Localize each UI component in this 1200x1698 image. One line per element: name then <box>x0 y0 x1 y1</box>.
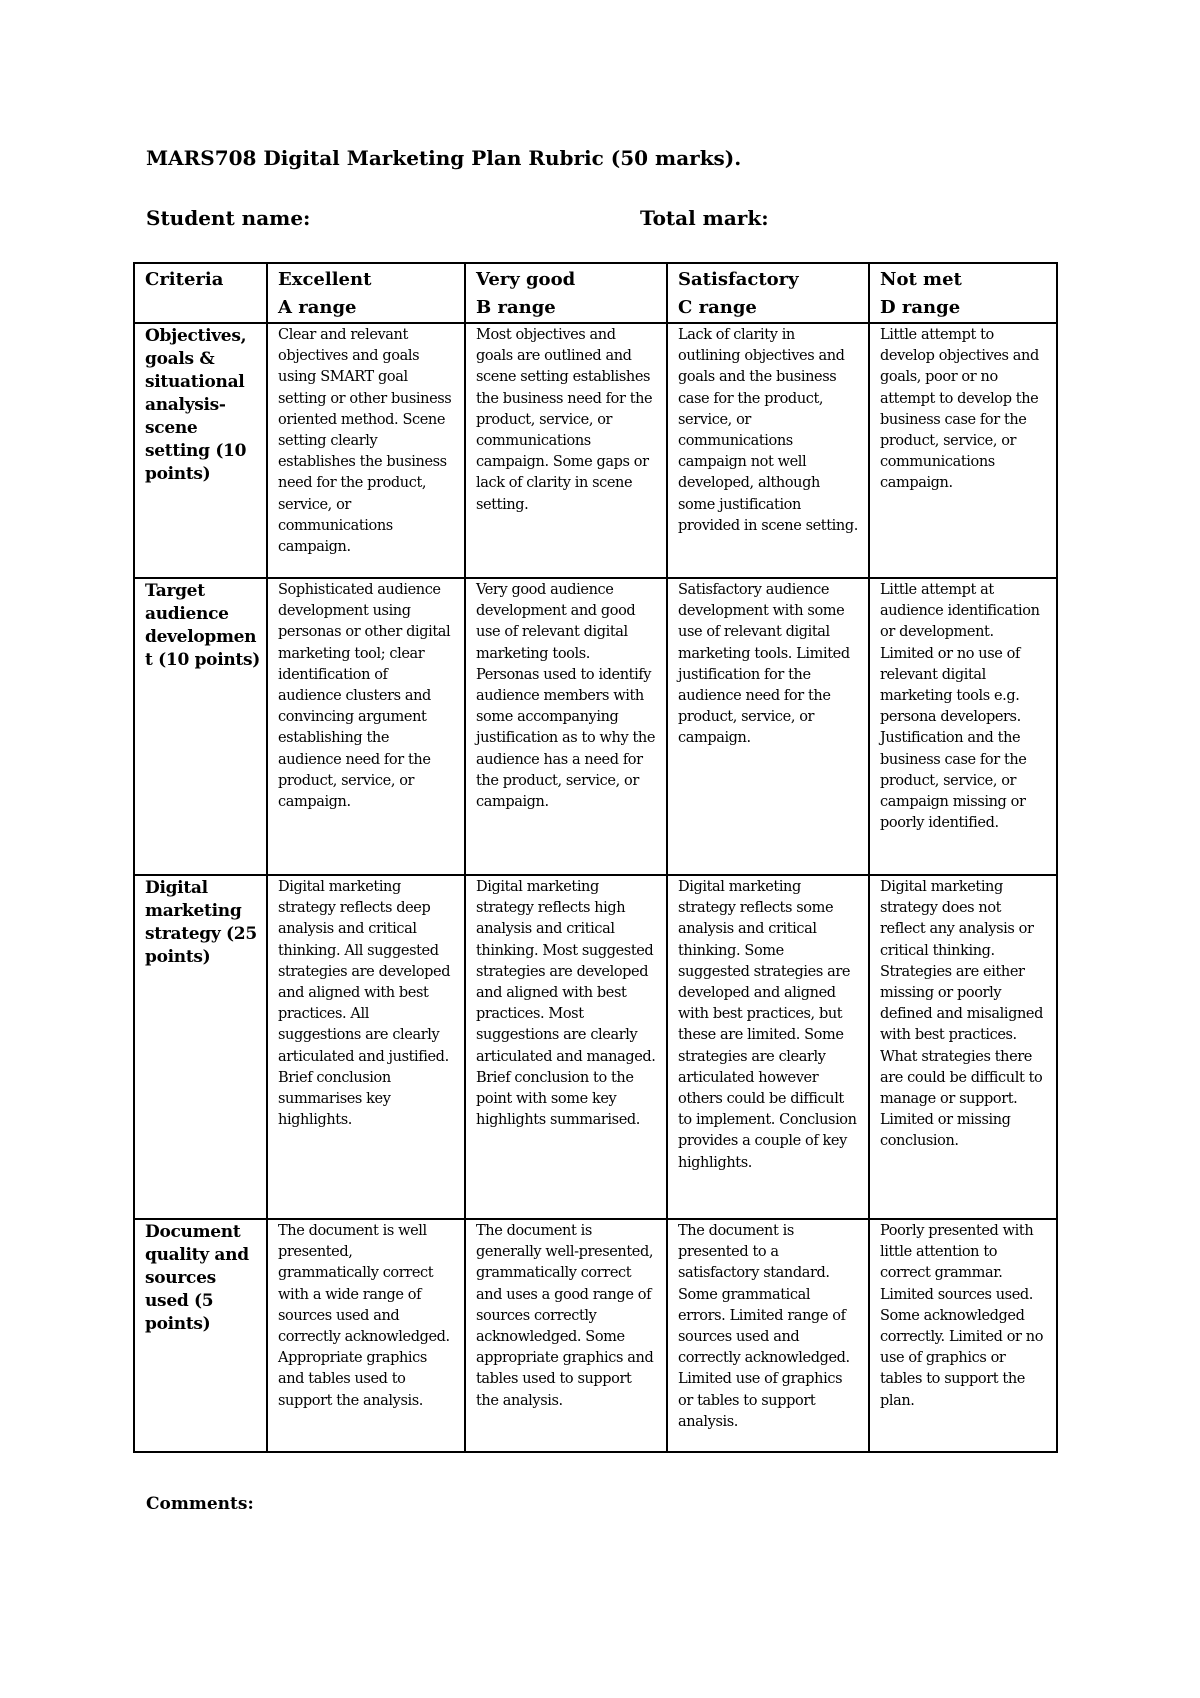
criteria-cell: Document quality and sources used (5 points) <box>134 1219 267 1452</box>
header-not-met: Not met D range <box>869 263 1057 323</box>
table-row <box>134 578 1057 875</box>
satisfactory-cell: The document is presented to a satisfactory standard. Some grammatical errors. Limited range of sources used and correctly acknowledged. Limited use of graphics or tables to support analysis. <box>667 1219 869 1452</box>
excellent-cell: Digital marketing strategy reflects deep analysis and critical thinking. All suggested strategies are developed and aligned with best practices. All suggestions are clearly articulated and justified. Brief conclusion summarises key highlights. <box>267 875 465 1219</box>
header-criteria: Criteria <box>134 263 267 323</box>
document-title: MARS708 Digital Marketing Plan Rubric (50 marks). <box>146 146 742 170</box>
very-good-cell: The document is generally well-presented, grammatically correct and uses a good range of sources correctly acknowledged. Some appropriate graphics and tables used to support the analysis. <box>465 1219 667 1452</box>
header-excellent: Excellent A range <box>267 263 465 323</box>
criteria-cell: Target audience developmen t (10 points) <box>134 578 267 875</box>
header-satisfactory: Satisfactory C range <box>667 263 869 323</box>
not-met-cell: Poorly presented with little attention to correct grammar. Limited sources used. Some acknowledged correctly. Limited or no use of graphics or tables to support the plan. <box>869 1219 1057 1452</box>
comments-label: Comments: <box>146 1494 254 1514</box>
criteria-cell: Objectives, goals & situational analysis- scene setting (10 points) <box>134 323 267 578</box>
header-very-good: Very good B range <box>465 263 667 323</box>
student-name-label: Student name: <box>146 206 311 230</box>
excellent-cell: Clear and relevant objectives and goals using SMART goal setting or other business oriented method. Scene setting clearly establishes the business need for the product, service, or communications campaign. <box>267 323 465 578</box>
not-met-cell: Digital marketing strategy does not reflect any analysis or critical thinking. Strategies are either missing or poorly defined and misaligned with best practices. What strategies there are could be difficult to manage or support. Limited or missing conclusion. <box>869 875 1057 1219</box>
excellent-cell: Sophisticated audience development using personas or other digital marketing tool; clear identification of audience clusters and convincing argument establishing the audience need for the product, service, or campaign. <box>267 578 465 875</box>
rubric-table <box>133 262 1058 1453</box>
very-good-cell: Most objectives and goals are outlined and scene setting establishes the business need for the product, service, or communications campaign. Some gaps or lack of clarity in scene setting. <box>465 323 667 578</box>
table-row <box>134 875 1057 1219</box>
excellent-cell: The document is well presented, grammatically correct with a wide range of sources used and correctly acknowledged. Appropriate graphics and tables used to support the analysis. <box>267 1219 465 1452</box>
not-met-cell: Little attempt to develop objectives and goals, poor or no attempt to develop the business case for the product, service, or communications campaign. <box>869 323 1057 578</box>
very-good-cell: Digital marketing strategy reflects high analysis and critical thinking. Most suggested strategies are developed and aligned with best practices. Most suggestions are clearly articulated and managed. Brief conclusion to the point with some key highlights summarised. <box>465 875 667 1219</box>
table-row <box>134 323 1057 578</box>
criteria-cell: Digital marketing strategy (25 points) <box>134 875 267 1219</box>
satisfactory-cell: Lack of clarity in outlining objectives and goals and the business case for the product, service, or communications campaign not well developed, although some justification provided in scene setting. <box>667 323 869 578</box>
not-met-cell: Little attempt at audience identification or development. Limited or no use of relevant digital marketing tools e.g. persona developers. Justification and the business case for the product, service, or campaign missing or poorly identified. <box>869 578 1057 875</box>
table-row <box>134 1219 1057 1452</box>
satisfactory-cell: Satisfactory audience development with some use of relevant digital marketing tools. Limited justification for the audience need for the product, service, or campaign. <box>667 578 869 875</box>
very-good-cell: Very good audience development and good use of relevant digital marketing tools. Personas used to identify audience members with some accompanying justification as to why the audience has a need for the product, service, or campaign. <box>465 578 667 875</box>
satisfactory-cell: Digital marketing strategy reflects some analysis and critical thinking. Some suggested strategies are developed and aligned with best practices, but these are limited. Some strategies are clearly articulated however others could be difficult to implement. Conclusion provides a couple of key highlights. <box>667 875 869 1219</box>
total-mark-label: Total mark: <box>640 206 769 230</box>
table-header-row <box>134 263 1057 323</box>
